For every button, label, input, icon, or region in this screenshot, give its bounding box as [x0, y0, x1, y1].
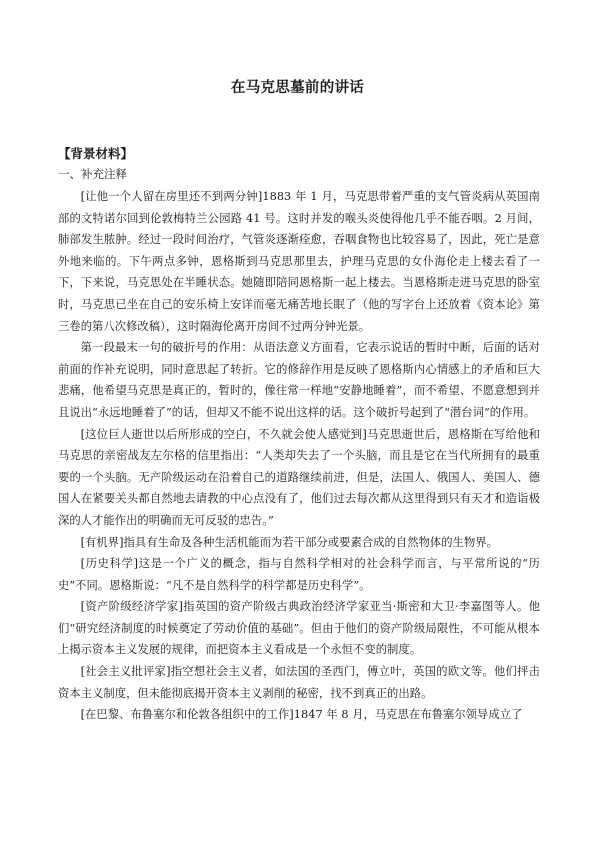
paragraph-annotation-economists: [资产阶级经济学家]指英国的资产阶级古典政治经济学家亚当·斯密和大卫·李嘉图等人。他们“研究经济制度的时候奠定了劳动价值的基础”。但由于他们的资产阶级局限性，不可能从根本上揭示资本主义发展的规律，而把资本主义看成是一个永恒不变的制度。 [58, 600, 540, 657]
paragraph-annotation-socialist-critics: [社会主义批评家]指空想社会主义者，如法国的圣西门，傅立叶，英国的欧文等。他们抨击资本主义制度，但未能彻底揭开资本主义剥削的秘密，找不到真正的出路。 [58, 665, 540, 700]
paragraph-annotation-history-science: [历史科学]这是一个广义的概念，指与自然科学相对的社会科学而言，与平常所说的“历史”不同。恩格斯说：“凡不是自然科学的科学都是历史科学”。 [58, 557, 540, 592]
paragraph-annotation-organizations: [在巴黎、布鲁塞尔和伦敦各组织中的工作]1847 年 8 月，马克思在布鲁塞尔领导成立了 [80, 708, 523, 722]
paragraph-dash-analysis: 第一段最末一句的破折号的作用：从语法意义方面看，它表示说话的暂时中断，后面的话对前面的作补充说明，同时意思起了转折。它的修辞作用是反映了恩格斯内心情感上的矛盾和巨大悲痛，他希望马克思是真正的，暂时的，像往常一样地“安静地睡着”，而不希望、不愿意想到并且说出“永远地睡着了”的话，但却又不能不说出这样的话。这个破折号起到了“潜台词”的作用。 [58, 341, 540, 419]
page-title: 在马克思墓前的讲话 [230, 80, 365, 96]
paragraph-annotation-void: [这位巨人逝世以后所形成的空白，不久就会使人感觉到]马克思逝世后，恩格斯在写给他和马克思的亲密战友左尔格的信里指出：“人类却失去了一个头脑，而且是它在当代所拥有的最重要的一个头脑。无产阶级运动在沿着自己的道路继续前进，但是，法国人、俄国人、美国人、德国人在紧要关头都自然地去请教的中心点没有了，他们过去每次都从这里得到只有天才和造诣极深的人才能作出的明确而无可反驳的忠告。” [58, 427, 540, 527]
paragraph-annotation-death: [让他一个人留在房里还不到两分钟]1883 年 1 月，马克思带着严重的支气管炎病从英国南部的文特诺尔回到伦敦梅特兰公园路 41 号。这时并发的喉头炎使得他几乎不能吞咽。2 月间，肺部发生脓肿。经过一段时间治疗，气管炎逐渐痊愈，吞咽食物也比较容易了，因此，死亡是意外地来临的。下午两点多钟，恩格斯到马克思那里去，护理马克思的女仆海伦走上楼去看了一下，下来说，马克思处在半睡状态。她随即陪同恩格斯一起上楼去。当恩格斯走进马克思的卧室时，马克思已坐在自己的安乐椅上安详而毫无痛苦地长眠了（他的写字台上还放着《资本论》第三卷的第八次修改稿），这时隔海伦离开房间不过两分钟光景。 [58, 190, 540, 333]
document-body [58, 144, 540, 726]
sub-heading: 一、补充注释 [58, 167, 127, 181]
section-heading: 【背景材料】 [58, 146, 134, 161]
paragraph-annotation-organic: [有机界]指具有生命及各种生活机能而为若干部分或要素合成的自然物体的生物界。 [80, 535, 498, 549]
